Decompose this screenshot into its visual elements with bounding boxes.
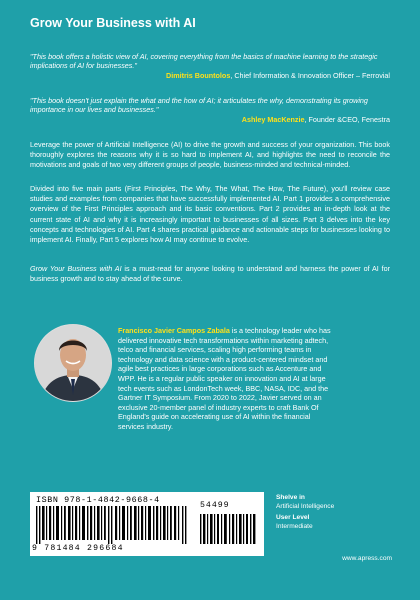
quote-attribution <box>30 115 390 124</box>
quote-author-role: , Founder &CEO, Fenestra <box>304 114 390 124</box>
quote-text: "This book doesn't just explain the what and the how of AI; it articulates the why, demonstrating its growing importance in our lives and businesses." <box>30 96 368 115</box>
quote-author-name: Dimitris Bountolos <box>166 70 231 80</box>
description-paragraph-2: Divided into five main parts (First Principles, The Why, The What, The How, The Future), you'll review case studies and examples from companies that have successfully implemented AI. Part 1 provides a comprehensive overview of the First Principles approach and its basic conventions. Part 2 provides an in-depth look at the current state of AI and why it is increasingly important to businesses of all sizes. Part 3 delves into the key concepts and technologies of AI. Part 4 shares practical guidance and actionable steps for businesses looking to implement AI. Finally, Part 5 explores how AI may continue to evolve. <box>30 184 390 245</box>
barcode-panel <box>30 492 264 556</box>
publisher-url[interactable]: www.apress.com <box>342 555 392 562</box>
description-paragraph-1: Leverage the power of Artificial Intelligence (AI) to drive the growth and success of your organization. This book thoroughly explores the reasons why it is so hard to implement AI, and highlights the need to reconcile the motivations and goals of two very different groups of people, business-minded and technical-minded. <box>30 140 390 170</box>
user-level-value: Intermediate <box>276 522 313 530</box>
quote-author-role: , Chief Information & Innovation Officer – Ferrovial <box>230 70 390 80</box>
barcode-addon-number: 54499 <box>200 501 230 510</box>
isbn-label: ISBN 978-1-4842-9668-4 <box>36 495 160 505</box>
book-title-italic: Grow Your Business with AI <box>30 264 122 273</box>
author-bio <box>118 326 338 432</box>
shelve-in-value: Artificial Intelligence <box>276 502 335 510</box>
user-level-block <box>276 514 396 531</box>
quote-author-name: Ashley MacKenzie <box>241 114 305 124</box>
endorsement-quote-1 <box>30 52 390 80</box>
addon-barcode-icon <box>200 514 256 544</box>
back-cover-title: Grow Your Business with AI <box>30 16 196 30</box>
author-portrait-icon <box>35 325 111 401</box>
paragraph-3-text: is a must-read for anyone looking to understand and harness the power of AI for business growth and to stay ahead of the curve. <box>30 264 390 284</box>
quote-text: "This book offers a holistic view of AI, covering everything from the basics of machine learning to the strategic implications of AI for businesses." <box>30 52 378 71</box>
user-level-label: User Level <box>276 514 310 521</box>
quote-attribution <box>30 71 390 80</box>
author-bio-text: is a technology leader who has delivered innovative tech transformations within marketing adtech, telco and financial services, scaling high performing teams in technology and data science with a product-centered mindset and agile best practices in large corporations such as Accenture and WPP. He is a regular public speaker on innovation and AI at large tech events such as LondonTech week, BBC, NASA, IDC, and the Gartner IT Symposium. From 2020 to 2022, Javier served on an exclusive 20-member panel of industry experts to craft Bank Of England's guide on accelerating use of AI within the financial services industry. <box>118 326 331 431</box>
ean-barcode-icon <box>36 506 194 544</box>
shelve-in-label: Shelve in <box>276 494 305 501</box>
author-photo <box>34 324 112 402</box>
ean-number: 9 781484 296684 <box>32 544 124 553</box>
description-paragraph-3 <box>30 264 390 284</box>
endorsement-quote-2 <box>30 96 390 124</box>
author-name: Francisco Javier Campos Zabala <box>118 326 230 335</box>
shelve-in-block <box>276 494 396 511</box>
